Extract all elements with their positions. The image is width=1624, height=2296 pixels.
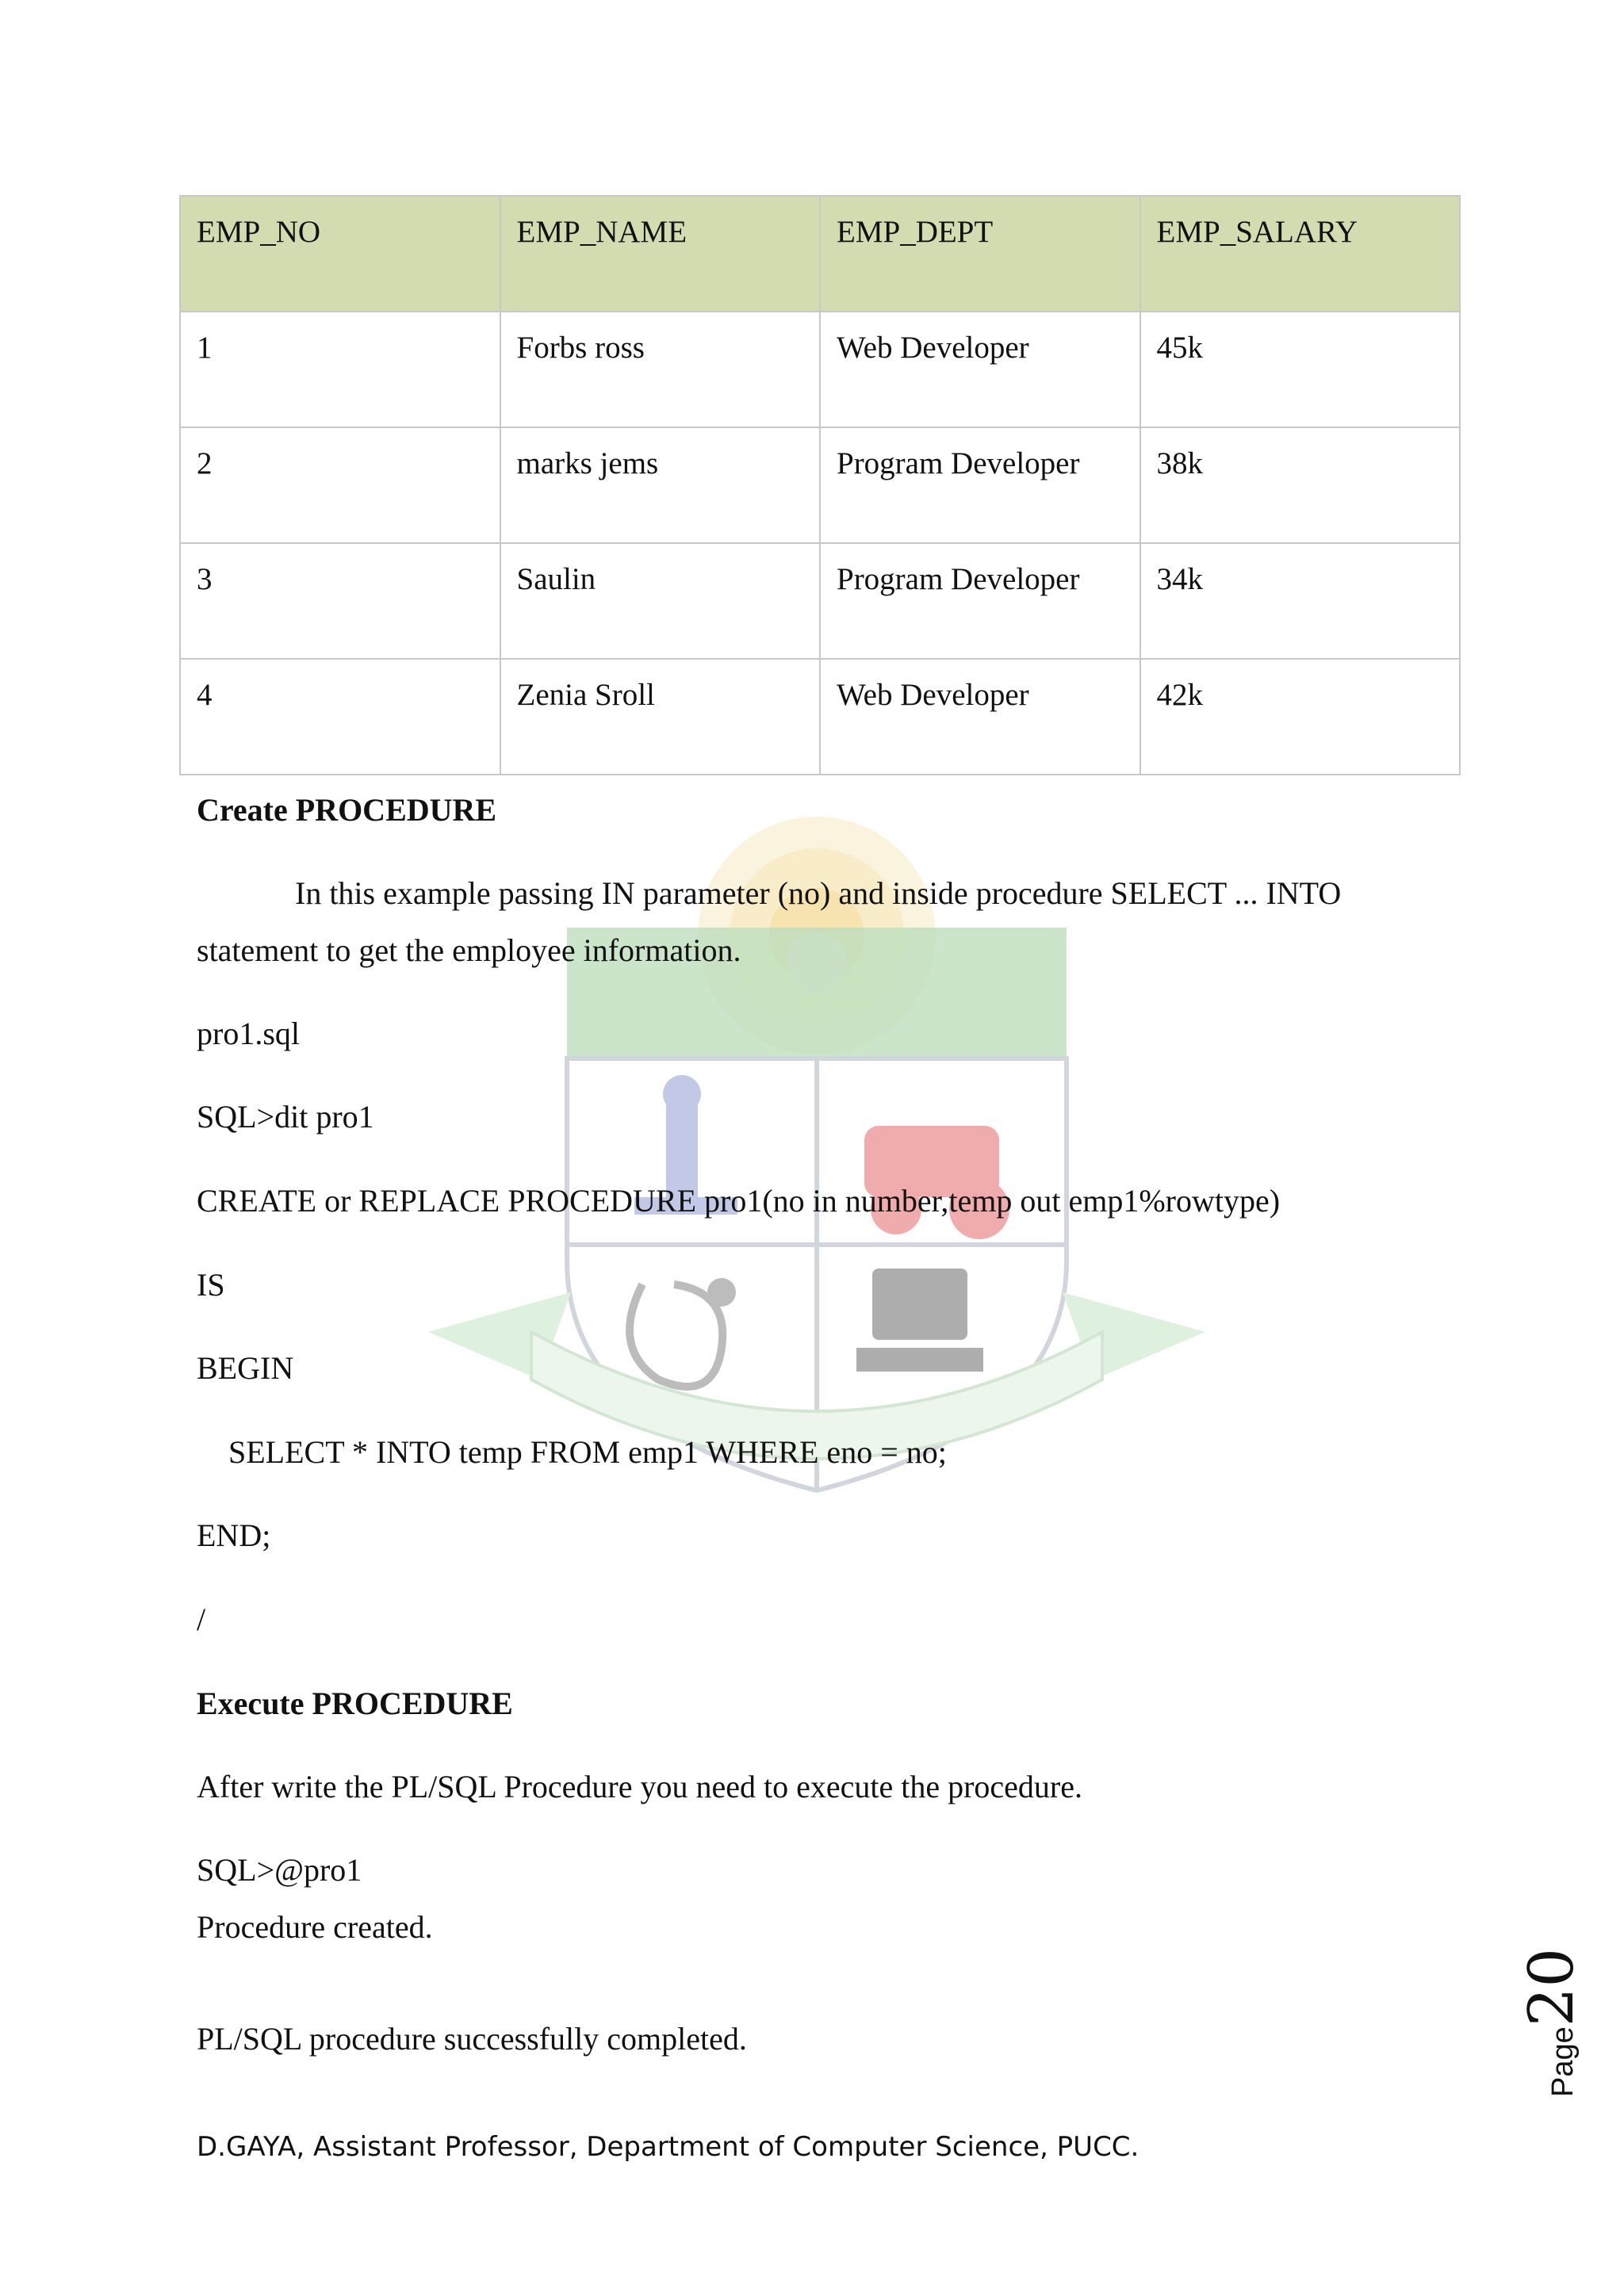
run-command: SQL>@pro1 [197, 1852, 362, 1888]
table-cell: marks jems [500, 427, 821, 543]
heading-execute-procedure: Execute PROCEDURE [197, 1686, 513, 1721]
table-cell: 3 [180, 543, 500, 659]
computer-figure [856, 1269, 983, 1372]
file-name: pro1.sql [197, 1016, 300, 1051]
table-cell: Forbs ross [500, 312, 821, 427]
table-cell: 2 [180, 427, 500, 543]
table-row [180, 543, 1460, 659]
page-number [1516, 1947, 1588, 2097]
code-line-is: IS [197, 1267, 225, 1303]
column-header-emp-name: EMP_NAME [500, 196, 821, 312]
footer-text: D.GAYA, Assistant Professor, Department of Computer Science, PUCC. [197, 2131, 1139, 2163]
table-cell: 42k [1140, 659, 1461, 775]
output-procedure-created: Procedure created. [197, 1909, 433, 1945]
table-cell: 1 [180, 312, 500, 427]
code-line-slash: / [197, 1601, 206, 1637]
code-line-end: END; [197, 1517, 271, 1553]
page-number-value: 20 [1516, 1947, 1588, 2027]
table-cell: Web Developer [820, 312, 1140, 427]
table-row [180, 312, 1460, 427]
table-cell: Program Developer [820, 427, 1140, 543]
table-cell: Zenia Sroll [500, 659, 821, 775]
table-header-row [180, 196, 1460, 312]
edit-command: SQL>dit pro1 [197, 1099, 374, 1135]
intro-paragraph-line2: statement to get the employee information. [197, 932, 741, 968]
page-word: Page [1546, 2026, 1580, 2097]
execute-paragraph: After write the PL/SQL Procedure you need to execute the procedure. [197, 1769, 1082, 1804]
employee-table [179, 195, 1461, 775]
column-header-emp-salary: EMP_SALARY [1140, 196, 1461, 312]
heading-create-procedure: Create PROCEDURE [197, 792, 497, 828]
code-line-create: CREATE or REPLACE PROCEDURE pro1(no in number,temp out emp1%rowtype) [197, 1183, 1281, 1219]
table-cell: Web Developer [820, 659, 1140, 775]
table-cell: Program Developer [820, 543, 1140, 659]
intro-paragraph-line1: In this example passing IN parameter (no) and inside procedure SELECT ... INTO [295, 875, 1342, 911]
table-row [180, 659, 1460, 775]
table-cell: 38k [1140, 427, 1461, 543]
stethoscope-figure [630, 1278, 736, 1387]
table-cell: Saulin [500, 543, 821, 659]
code-line-begin: BEGIN [197, 1350, 294, 1386]
table-cell: 45k [1140, 312, 1461, 427]
column-header-emp-no: EMP_NO [180, 196, 500, 312]
table-row [180, 427, 1460, 543]
code-line-select: SELECT * INTO temp FROM emp1 WHERE eno = no; [228, 1434, 947, 1470]
output-procedure-completed: PL/SQL procedure successfully completed. [197, 2021, 747, 2057]
column-header-emp-dept: EMP_DEPT [820, 196, 1140, 312]
table-cell: 4 [180, 659, 500, 775]
table-cell: 34k [1140, 543, 1461, 659]
